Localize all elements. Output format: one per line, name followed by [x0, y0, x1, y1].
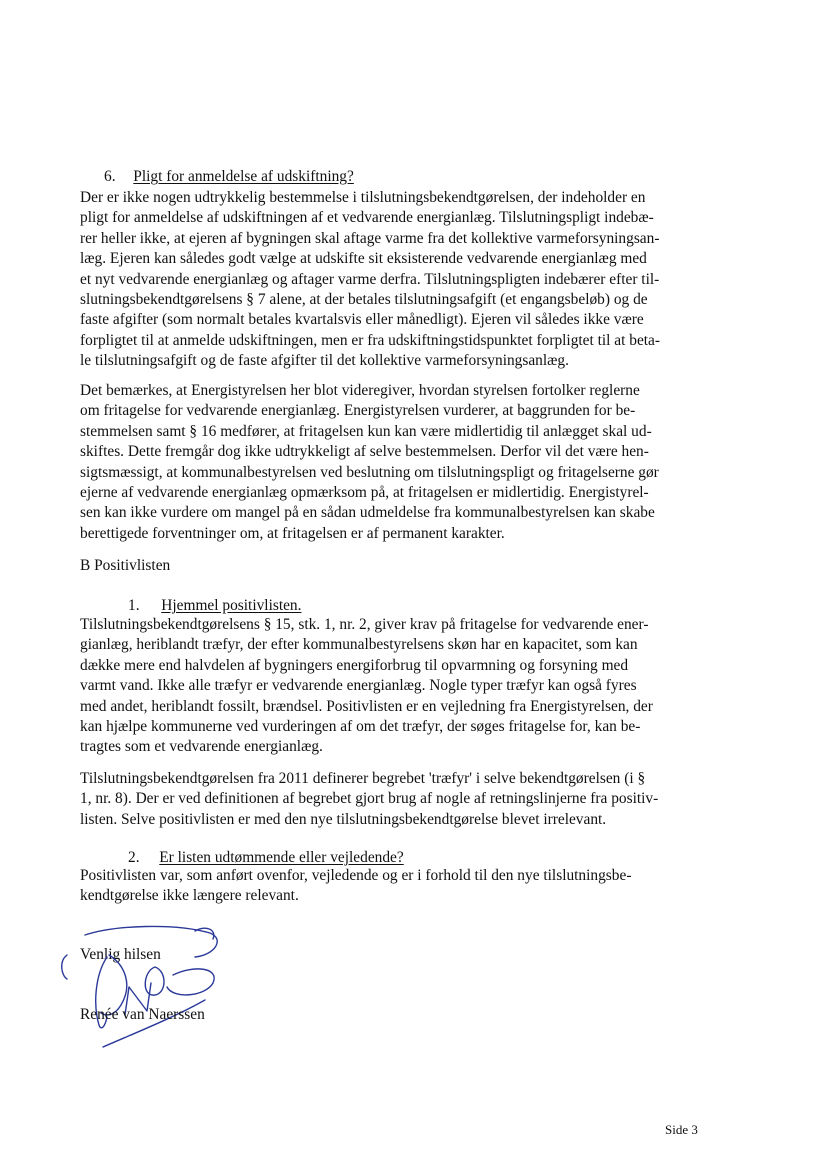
definition-paragraph	[80, 769, 705, 830]
section-6-line: forpligtet til at anmelde udskiftningen, men er fra udskiftningstidspunktet forpligtet til at beta-	[80, 331, 661, 349]
remark-paragraph	[80, 381, 705, 544]
section-1-heading	[128, 596, 301, 616]
remark-line: berettigede forventninger om, at fritagelsen er af permanent karakter.	[80, 524, 505, 542]
remark-line: Det bemærkes, at Energistyrelsen her blot videregiver, hvordan styrelsen fortolker reglerne	[80, 382, 640, 399]
remark-line: ejerne af vedvarende energianlæg opmærksom på, at fritagelsen er midlertidig. Energistyrel-	[80, 484, 649, 502]
closing-greeting: Venlig hilsen	[80, 946, 161, 963]
remark-line: skiftes. Dette fremgår dog ikke udtrykkeligt af selve bestemmelsen. Derfor vil det være hen-	[80, 443, 649, 461]
section-6-number: 6.	[104, 168, 116, 185]
handwritten-signature	[55, 905, 255, 1055]
section-1-line: dække mere end halvdelen af bygningers energiforbrug til opvarmning og forsyning med	[80, 656, 629, 674]
section-2-title: Er listen udtømmende eller vejledende?	[159, 849, 404, 866]
section-6-line: faste afgifter (som normalt betales kvartalsvis eller månedligt). Ejeren vil således ikke være	[80, 311, 644, 329]
section-1-line: med andet, heriblandt fossilt, brændsel. Positivlisten er en vejledning fra Energistyrelsen, der	[80, 697, 653, 715]
remark-line: sigtsmæssigt, at kommunalbestyrelsen ved beslutning om tilslutningspligt og fritagelserne gør	[80, 463, 659, 481]
section-6-line: slutningsbekendtgørelsens § 7 alene, at der betales tilslutningsafgift (et engangsbeløb) og de	[80, 291, 648, 309]
section-2-line: Positivlisten var, som anført ovenfor, vejledende og er i forhold til den nye tilslutningsbe-	[80, 867, 632, 884]
page-number: Side 3	[665, 1122, 698, 1137]
section-2-paragraph	[80, 866, 705, 907]
definition-line: listen. Selve positivlisten er med den nye tilslutningsbekendtgørelse blevet irrelevant.	[80, 810, 607, 828]
section-2-line: kendtgørelse ikke længere relevant.	[80, 887, 299, 905]
section-1-line: gianlæg, heriblandt træfyr, der efter kommunalbestyrelsens skøn har en kapacitet, som kan	[80, 636, 638, 654]
remark-line: om fritagelse for vedvarende energianlæg. Energistyrelsen vurderer, at baggrunden for be-	[80, 402, 636, 420]
section-6-line: Der er ikke nogen udtrykkelig bestemmelse i tilslutningsbekendtgørelsen, der indeholder en	[80, 189, 646, 206]
section-6-line: pligt for anmeldelse af udskiftningen af et vedvarende energianlæg. Tilslutningspligt indebæ-	[80, 209, 654, 227]
definition-line: 1, nr. 8). Der er ved definitionen af begrebet gjort brug af nogle af retningslinjerne fra positiv-	[80, 790, 659, 808]
section-1-line: varmt vand. Ikke alle træfyr er vedvarende energianlæg. Nogle typer træfyr kan også fyres	[80, 677, 637, 695]
section-1-line: tragtes som et vedvarende energianlæg.	[80, 738, 323, 756]
section-6-line: le tilslutningsafgift og de faste afgifter til det kollektive varmeforsyningsanlæg.	[80, 352, 569, 370]
section-2-heading	[128, 848, 404, 868]
section-2-number: 2.	[128, 849, 140, 866]
section-1-paragraph	[80, 615, 705, 758]
section-6-title: Pligt for anmeldelse af udskiftning?	[133, 168, 354, 185]
section-6-heading	[104, 167, 354, 187]
section-b-title: B Positivlisten	[80, 557, 171, 574]
remark-line: sen kan ikke vurdere om mangel på en sådan udmeldelse fra kommunalbestyrelsen kan skabe	[80, 504, 655, 522]
section-1-number: 1.	[128, 597, 140, 614]
section-6-paragraph	[80, 188, 705, 372]
signer-name: Renée van Naerssen	[80, 1006, 205, 1023]
section-6-line: læg. Ejeren kan således godt vælge at udskifte sit eksisterende vedvarende energianlæg med	[80, 250, 647, 268]
remark-line: stemmelsen samt § 16 medfører, at fritagelsen kun kan være midlertidig til anlægget skal ud-	[80, 422, 652, 440]
section-1-line: Tilslutningsbekendtgørelsens § 15, stk. 1, nr. 2, giver krav på fritagelse for vedvarende ener-	[80, 616, 649, 633]
section-1-title: Hjemmel positivlisten.	[161, 597, 302, 614]
definition-line: Tilslutningsbekendtgørelsen fra 2011 definerer begrebet 'træfyr' i selve bekendtgørelsen (i §	[80, 770, 646, 787]
section-1-line: kan hjælpe kommunerne ved vurderingen af om det træfyr, der søges fritagelse for, kan be-	[80, 718, 641, 736]
section-6-line: rer heller ikke, at ejeren af bygningen skal aftage varme fra det kollektive varmeforsyningsan-	[80, 229, 660, 247]
section-6-line: et nyt vedvarende energianlæg og aftager varme derfra. Tilslutningspligten indebærer efter til-	[80, 270, 660, 288]
